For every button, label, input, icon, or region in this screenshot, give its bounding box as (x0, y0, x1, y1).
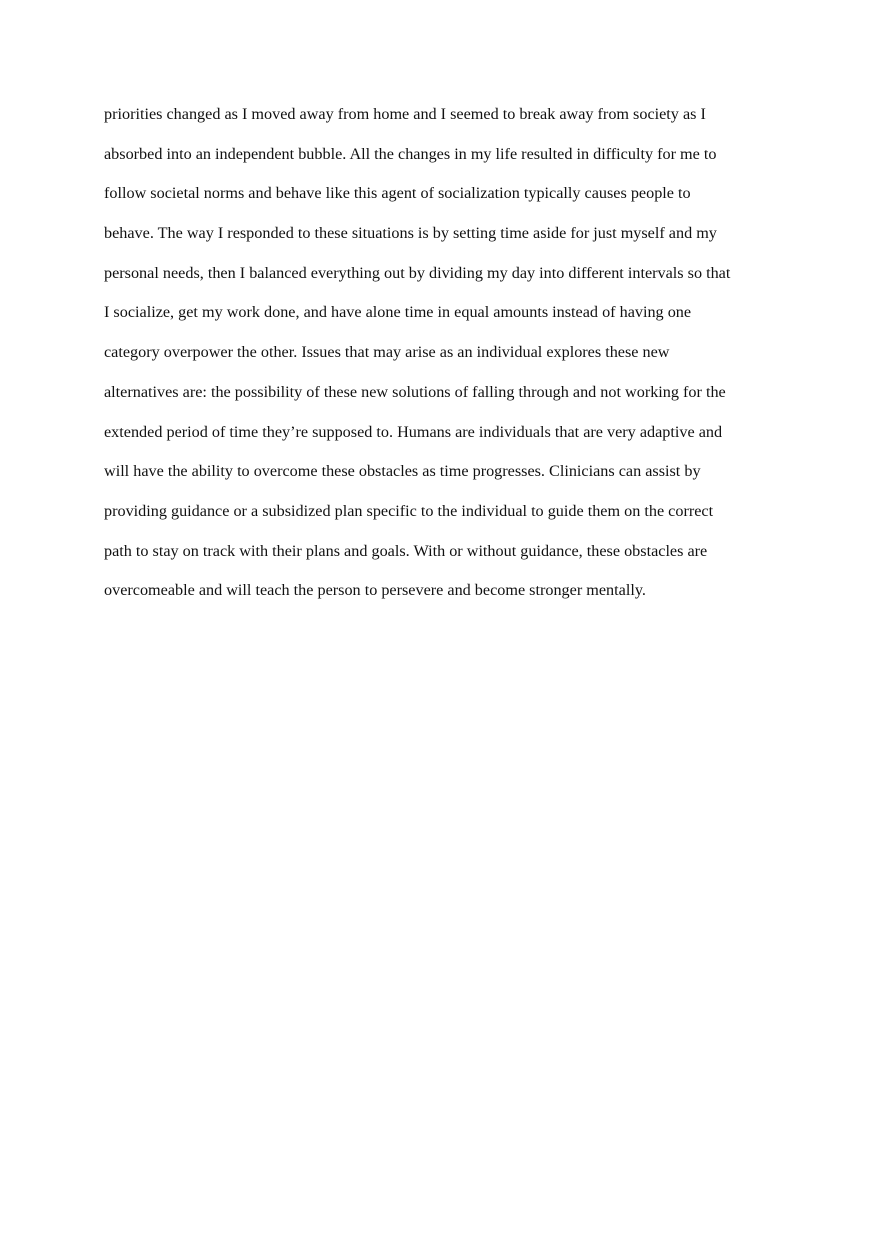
text-line: path to stay on track with their plans and goals. With or without guidance, these obstacles are (104, 541, 708, 560)
body-paragraph (104, 100, 784, 616)
text-line: alternatives are: the possibility of these new solutions of falling through and not working for the (104, 382, 726, 401)
text-line: overcomeable and will teach the person to persevere and become stronger mentally. (104, 581, 646, 600)
text-line: will have the ability to overcome these obstacles as time progresses. Clinicians can assist by (104, 462, 701, 481)
text-line: behave. The way I responded to these situations is by setting time aside for just myself and my (104, 224, 717, 243)
text-line: category overpower the other. Issues that may arise as an individual explores these new (104, 343, 670, 362)
text-line: extended period of time they’re supposed to. Humans are individuals that are very adaptive and (104, 422, 723, 441)
text-line: I socialize, get my work done, and have alone time in equal amounts instead of having one (104, 303, 692, 322)
text-line: personal needs, then I balanced everything out by dividing my day into different intervals so that (104, 263, 731, 282)
text-line: follow societal norms and behave like this agent of socialization typically causes people to (104, 184, 691, 203)
text-line: absorbed into an independent bubble. All the changes in my life resulted in difficulty for me to (104, 144, 717, 163)
text-line: providing guidance or a subsidized plan specific to the individual to guide them on the correct (104, 501, 714, 520)
text-line: priorities changed as I moved away from home and I seemed to break away from society as I (104, 105, 706, 123)
